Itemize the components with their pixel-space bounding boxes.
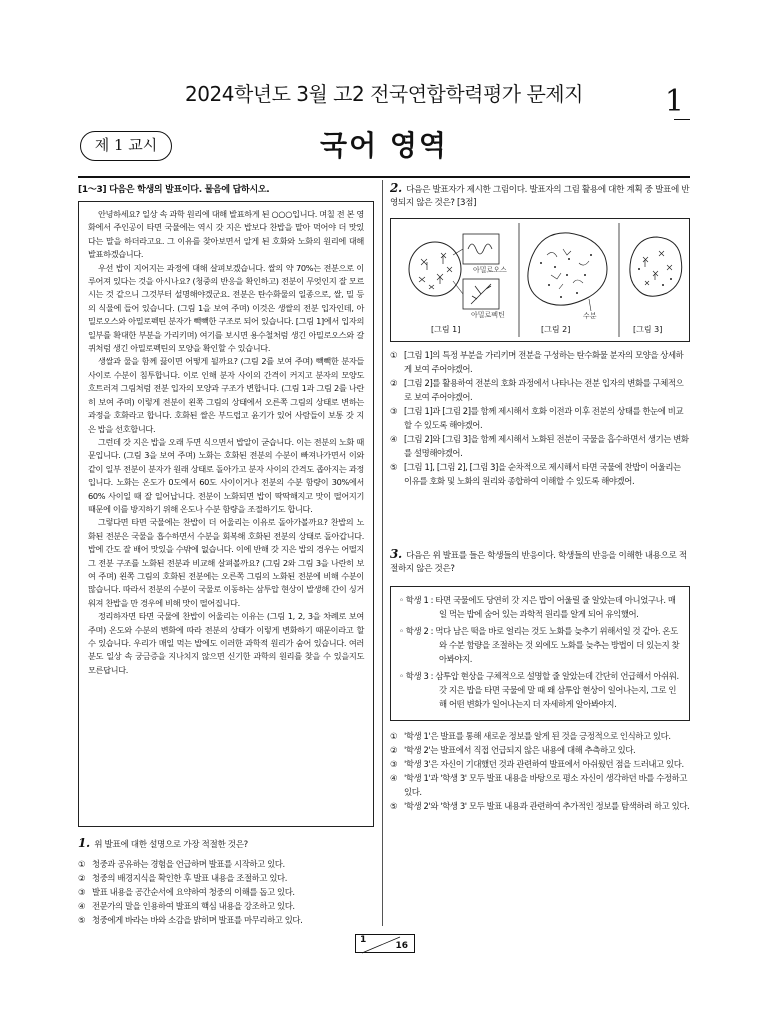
student-reaction: [399, 624, 681, 666]
student-reaction: [399, 593, 681, 621]
option-mark: ⑤: [390, 801, 398, 811]
figure-1-label: [그림 1]: [431, 325, 461, 334]
amylose-caption: 아밀로오스: [473, 266, 507, 274]
starch-figure-drawing: [391, 219, 689, 341]
option-mark: ④: [390, 434, 398, 444]
option-item[interactable]: [390, 348, 690, 376]
option-text: [그림 1]의 특정 부분을 가리키며 전분을 구성하는 탄수화물 분자의 모양을 상세하게 보여 주어야겠어.: [404, 350, 684, 374]
question-1-options: [78, 857, 374, 927]
option-text: 전문가의 말을 인용하여 발표의 핵심 내용을 강조하고 있다.: [92, 901, 295, 911]
student-label: ◦ 학생 3 :: [399, 671, 434, 681]
footer-current-page: 1: [360, 935, 367, 945]
exam-title: 2024학년도 3월 고2 전국연합학력평가 문제지: [185, 82, 583, 106]
starch-figure: [390, 218, 690, 342]
option-item[interactable]: [390, 404, 690, 432]
student-label: ◦ 학생 1 :: [399, 595, 434, 605]
question-2: [390, 182, 690, 210]
option-mark: ①: [390, 350, 398, 360]
option-mark: ②: [390, 378, 398, 388]
option-item[interactable]: [78, 857, 374, 871]
student-text: 먹다 남은 떡을 바로 얼리는 것도 노화를 늦추기 위해서일 것 같아. 온도와 수분 함량을 조절하는 것 외에도 노화를 늦추는 방법이 더 있는지 찾아봐야지.: [435, 626, 680, 664]
student-text: 타면 국물에도 당연히 갓 지은 밥이 어울릴 줄 알았는데 아니었구나. 매일 먹는 밥에 숨어 있는 과학적 원리를 알게 되어 유익했어.: [435, 595, 676, 619]
question-3-number: 3.: [390, 547, 402, 561]
question-3-options: [390, 729, 690, 813]
session-badge: 제 1 교시: [80, 131, 172, 161]
option-mark: ③: [390, 406, 398, 416]
header-divider: [78, 176, 690, 178]
option-item[interactable]: [390, 757, 690, 771]
option-text: 청중에게 바라는 바와 소감을 밝히며 발표를 마무리하고 있다.: [92, 915, 303, 925]
option-text: [그림 1], [그림 2], [그림 3]을 순차적으로 제시해서 타면 국물에 찬밥이 어울리는 이유를 호화 및 노화의 원리와 종합하여 이해할 수 있도록 해야겠어.: [404, 462, 681, 486]
option-item[interactable]: [78, 885, 374, 899]
option-mark: ①: [390, 731, 398, 741]
right-column: [390, 182, 690, 813]
option-item[interactable]: [390, 743, 690, 757]
option-item[interactable]: [78, 913, 374, 927]
option-mark: ⑤: [78, 915, 86, 925]
option-text: [그림 2]를 활용하여 전분의 호화 과정에서 나타나는 전분 입자의 변화를 구체적으로 보여 주어야겠어.: [404, 378, 684, 402]
option-item[interactable]: [390, 432, 690, 460]
question-2-number: 2.: [390, 181, 402, 195]
footer-total-pages: 16: [395, 941, 408, 951]
passage-set-heading: [1～3] 다음은 학생의 발표이다. 물음에 답하시오.: [78, 185, 270, 195]
option-text: [그림 2]와 [그림 3]을 함께 제시해서 노화된 전분이 국물을 흡수하면서 생기는 변화를 설명해야겠어.: [404, 434, 689, 458]
option-mark: ①: [78, 859, 86, 869]
option-item[interactable]: [390, 376, 690, 404]
passage-paragraph: 그런데 갓 지은 밥을 오래 두면 식으면서 밥알이 굳습니다. 이는 전분의 노화 때문입니다. (그림 3을 보여 주며) 노화는 호화된 전분의 수분이 빠져나가면서 이와 같이 일부 전분이 분자가 원래 상태로 돌아가고 분자 사이의 간격도 좁아지는 과정입니다. 노화는 온도가 0도에서 60도 사이이거나 전분의 수분 함량이 30%에서 60% 사이일 때 잘 일어납니다. 전분이 노화되면 밥이 딱딱해지고 맛이 떨어지기 때문에 이를 방지하기 위해 온도나 수분 함량을 조절하기도 합니다.: [88, 436, 364, 514]
passage-paragraph: 그렇다면 타면 국물에는 찬밥이 더 어울리는 이유로 돌아가볼까요? 찬밥의 노화된 전분은 국물을 흡수하면서 수분을 회복해 호화된 전분의 상태로 돌아갑니다. 밥에 간도 잘 배어 맛있을 수밖에 없습니다. 이에 반해 갓 지은 밥의 경우는 어떨지 그 전분 구조를 노화된 전분과 비교해 살펴볼까요? (그림 2와 그림 3을 나란히 보여 주며) 왼쪽 그림의 호화된 전분에는 오른쪽 그림의 노화된 전분에 비해 수분이 많습니다. 따라서 전분의 수분이 국물로 이동하는 삼투압 현상이 발생해 간이 싱거워져 찬밥을 만 경우에 비해 맛이 떨어집니다.: [88, 517, 364, 608]
option-mark: ④: [390, 773, 398, 783]
figure-2-label: [그림 2]: [541, 325, 571, 334]
student-reactions-box: [390, 586, 690, 721]
page-number: 1: [664, 84, 684, 119]
option-item[interactable]: [390, 729, 690, 743]
passage-paragraph: 안녕하세요? 일상 속 과학 원리에 대해 발표하게 된 ○○○입니다. 며칠 전 본 영화에서 주인공이 타면 국물에는 역시 갓 지은 밥보다 찬밥을 말아 먹어야 더 맛있다는 말을 하더라고요. 그 이유를 찾아보면서 알게 된 호화와 노화의 원리에 대해 발표하겠습니다.: [88, 209, 364, 260]
option-item[interactable]: [390, 799, 690, 813]
figure-3-label: [그림 3]: [633, 325, 663, 334]
student-label: ◦ 학생 2 :: [399, 626, 434, 636]
option-text: '학생 1'과 '학생 3' 모두 발표 내용을 바탕으로 평소 자신이 생각하던 바를 수정하고 있다.: [404, 773, 688, 797]
option-item[interactable]: [390, 460, 690, 488]
page-footer: [355, 934, 415, 953]
question-2-options: [390, 348, 690, 488]
passage-paragraph: 생쌀과 물을 함께 끓이면 어떻게 될까요? (그림 2를 보여 주며) 빽빽한 분자들 사이로 수분이 침투합니다. 이로 인해 분자 사이의 간격이 커지고 분자의 모양도 흐트러져 그림처럼 전분 입자의 모양과 구조가 변합니다. (그림 1과 그림 2를 나란히 보여 주며) 이렇게 전분이 왼쪽 그림의 상태에서 오른쪽 그림의 상태로 변하는 과정을 호화라고 합니다. 호화된 쌀은 부드럽고 윤기가 있어 사람들이 보통 갓 지은 밥을 선호합니다.: [88, 356, 364, 434]
question-3-stem: 다음은 위 발표를 들은 학생들의 반응이다. 학생들의 반응을 이해한 내용으로 적절하지 않은 것은?: [390, 551, 687, 574]
water-caption: 수분: [583, 312, 597, 320]
option-item[interactable]: [78, 899, 374, 913]
option-item[interactable]: [390, 771, 690, 799]
passage-paragraph: 정리하자면 타면 국물에 찬밥이 어울리는 이유는 (그림 1, 2, 3을 차례로 보여 주며) 온도와 수분의 변화에 따라 전분의 상태가 이렇게 변화하기 때문이라고 할 수 있습니다. 우리가 매일 먹는 밥에도 이러한 과학적 원리가 숨어 있습니다. 여러분도 일상 속 궁금증을 지나치지 않으면 신기한 과학의 원리를 찾을 수 있을지도 모른답니다.: [88, 611, 364, 675]
option-text: '학생 3'은 자신이 기대했던 것과 관련하여 발표에서 아쉬웠던 점을 드러내고 있다.: [404, 759, 684, 769]
option-text: '학생 1'은 발표를 통해 새로운 정보를 알게 된 것을 긍정적으로 인식하고 있다.: [404, 731, 671, 741]
option-mark: ②: [390, 745, 398, 755]
option-mark: ③: [78, 887, 86, 897]
student-reaction: [399, 669, 681, 711]
option-mark: ④: [78, 901, 86, 911]
question-2-stem: 다음은 발표자가 제시한 그림이다. 발표자의 그림 활용에 대한 계획 중 발표에 반영되지 않은 것은? [3점]: [390, 185, 690, 208]
page-number-rule: [674, 119, 690, 120]
option-mark: ⑤: [390, 462, 398, 472]
option-item[interactable]: [78, 871, 374, 885]
option-text: 청중과 공유하는 경험을 언급하며 발표를 시작하고 있다.: [92, 859, 285, 869]
question-1-stem: 위 발표에 대한 설명으로 가장 적절한 것은?: [94, 840, 248, 850]
option-mark: ②: [78, 873, 86, 883]
column-divider: [382, 180, 383, 926]
passage-box: [78, 201, 374, 827]
subject-title: 국어 영역: [320, 129, 448, 162]
student-text: 삼투압 현상을 구체적으로 설명할 줄 알았는데 간단히 언급해서 아쉬워. 갓 지은 밥을 타면 국물에 말 때 왜 삼투압 현상이 일어나는지, 그로 인해 어떤 변화가 일어나는지 더 자세하게 알아봐야지.: [435, 671, 679, 709]
question-1: [78, 837, 374, 852]
question-3: [390, 548, 690, 576]
question-1-number: 1.: [78, 836, 90, 850]
option-text: [그림 1]과 [그림 2]를 함께 제시해서 호화 이전과 이후 전분의 상태를 한눈에 비교할 수 있도록 해야겠어.: [404, 406, 684, 430]
option-mark: ③: [390, 759, 398, 769]
option-text: 발표 내용을 공간순서에 요약하여 청중의 이해를 돕고 있다.: [92, 887, 295, 897]
option-text: '학생 2'와 '학생 3' 모두 발표 내용과 관련하여 추가적인 정보를 탐색하려 하고 있다.: [404, 801, 690, 811]
amylopectin-caption: 아밀로펙틴: [471, 311, 505, 319]
option-text: '학생 2'는 발표에서 직접 언급되지 않은 내용에 대해 추측하고 있다.: [404, 745, 636, 755]
passage-paragraph: 우선 밥이 지어지는 과정에 대해 살펴보겠습니다. 쌀의 약 70%는 전분으로 이루어져 있다는 것을 아시나요? (청중의 반응을 확인하고) 전분이 무엇인지 잘 모르시는 것 같으니 그것부터 설명해야겠군요. 전분은 탄수화물의 일종으로, 쌀, 밀 등의 식물에 들어 있습니다. (그림 1을 보여 주며) 이것은 생쌀의 전분 입자인데, 아밀로오스와 아밀로펙틴 분자가 빽빽한 구조로 되어 있습니다. [그림 1]에서 입자의 일부를 확대한 부분을 가리키며) 여기를 보시면 용수철처럼 생긴 아밀로오스와 갈퀴처럼 생긴 아밀로펙틴의 모양을 확인할 수 있습니다.: [88, 262, 364, 354]
left-column: [78, 182, 374, 927]
option-text: 청중의 배경지식을 확인한 후 발표 내용을 조절하고 있다.: [92, 873, 287, 883]
